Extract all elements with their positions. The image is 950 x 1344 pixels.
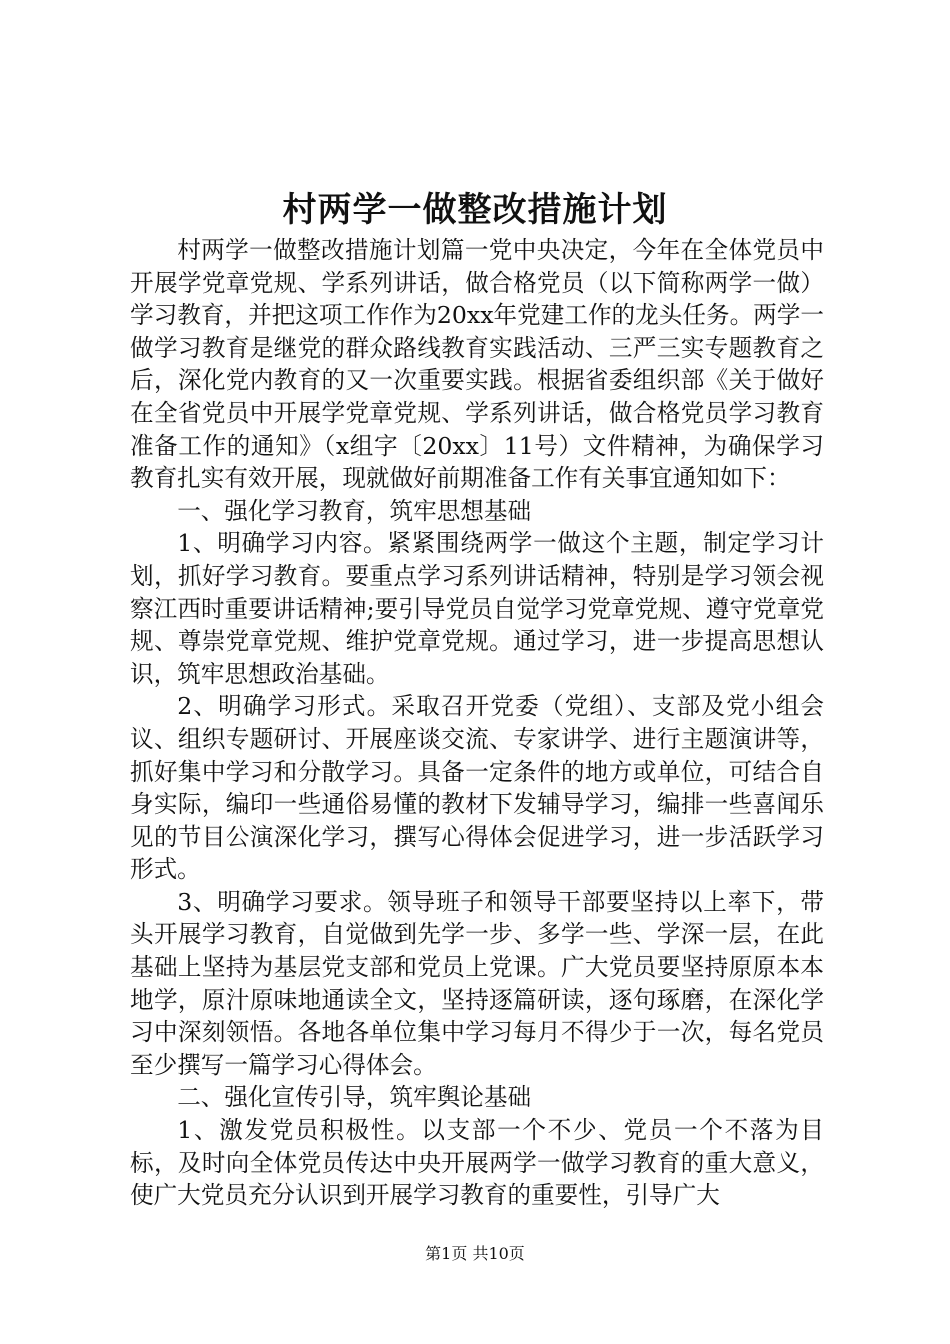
- paragraph-item-1-3: 3、明确学习要求。领导班子和领导干部要坚持以上率下，带头开展学习教育，自觉做到先学一步、多学一些、学深一层，在此基础上坚持为基层党支部和党员上党课。广大党员要坚持原原本本地学，原汁原味地通读全文，坚持逐篇研读，逐句琢磨，在深化学习中深刻领悟。各地各单位集中学习每月不得少于一次，每名党员至少撰写一篇学习心得体会。: [130, 887, 824, 1079]
- paragraph-intro: 村两学一做整改措施计划篇一党中央决定，今年在全体党员中开展学党章党规、学系列讲话，做合格党员（以下简称两学一做）学习教育，并把这项工作作为20xx年党建工作的龙头任务。两学一做学习教育是继党的群众路线教育实践活动、三严三实专题教育之后，深化党内教育的又一次重要实践。根据省委组织部《关于做好在全省党员中开展学党章党规、学系列讲话，做合格党员学习教育准备工作的通知》（x组字〔20xx〕11号）文件精神，为确保学习教育扎实有效开展，现就做好前期准备工作有关事宜通知如下：: [130, 236, 824, 493]
- paragraph-item-2-1: 1、激发党员积极性。以支部一个不少、党员一个不落为目标，及时向全体党员传达中央开展两学一做学习教育的重大意义，使广大党员充分认识到开展学习教育的重要性，引导广大: [130, 1116, 824, 1210]
- document-title: 村两学一做整改措施计划: [282, 190, 668, 230]
- paragraph-item-1-2: 2、明确学习形式。采取召开党委（党组）、支部及党小组会议、组织专题研讨、开展座谈交流、专家讲学、进行主题演讲等，抓好集中学习和分散学习。具备一定条件的地方或单位，可结合自身实际，编印一些通俗易懂的教材下发辅导学习，编排一些喜闻乐见的节目公演深化学习，撰写心得体会促进学习，进一步活跃学习形式。: [130, 692, 824, 884]
- page-number-footer: 第1页 共10页: [425, 1244, 525, 1263]
- document-body: [130, 234, 824, 1212]
- paragraph-item-1-1: 1、明确学习内容。紧紧围绕两学一做这个主题，制定学习计划，抓好学习教育。要重点学习系列讲话精神，特别是学习领会视察江西时重要讲话精神;要引导党员自觉学习党章党规、遵守党章党规、尊崇党章党规、维护党章党规。通过学习，进一步提高思想认识，筑牢思想政治基础。: [130, 529, 824, 688]
- section-heading-1: 一、强化学习教育，筑牢思想基础: [177, 496, 532, 525]
- section-heading-2: 二、强化宣传引导，筑牢舆论基础: [177, 1083, 532, 1112]
